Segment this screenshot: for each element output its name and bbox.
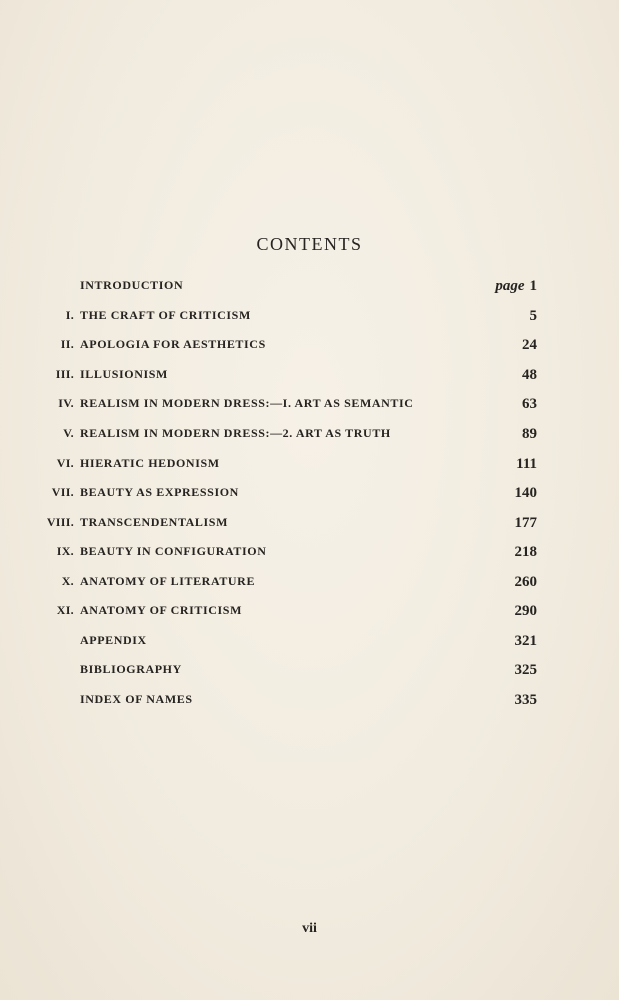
- page-prefix: page: [495, 278, 525, 294]
- entry-page: 111: [516, 456, 537, 472]
- entry-number: I.: [65, 308, 74, 322]
- entry-number: VII.: [51, 485, 74, 499]
- entry-title: TRANSCENDENTALISM: [80, 515, 229, 529]
- entry-page: 260: [514, 574, 537, 590]
- entry-number: IX.: [56, 544, 74, 558]
- entry-page: 24: [522, 337, 537, 353]
- entry-page-number: 1: [529, 278, 537, 294]
- entry-number: IV.: [58, 396, 74, 410]
- entry-number: X.: [61, 574, 74, 588]
- entry-title: BEAUTY IN CONFIGURATION: [80, 544, 267, 558]
- entry-page: 89: [522, 426, 537, 442]
- page-folio: vii: [302, 921, 317, 936]
- contents-heading: CONTENTS: [256, 234, 363, 254]
- toc-entry: [0, 367, 619, 387]
- toc-entry: [0, 633, 619, 653]
- entry-title: INDEX OF NAMES: [80, 692, 193, 706]
- entry-page: 177: [514, 515, 537, 531]
- toc-entry: [0, 662, 619, 682]
- entry-page: 290: [514, 603, 537, 619]
- toc-entry: [0, 278, 619, 298]
- entry-number: XI.: [56, 603, 74, 617]
- toc-entry: [0, 485, 619, 505]
- entry-title: ANATOMY OF LITERATURE: [80, 574, 256, 588]
- toc-entry: [0, 574, 619, 594]
- entry-title: BEAUTY AS EXPRESSION: [80, 485, 239, 499]
- entry-page: 48: [522, 367, 537, 383]
- entry-page: 5: [529, 308, 537, 324]
- entry-title: BIBLIOGRAPHY: [80, 662, 182, 676]
- entry-title: THE CRAFT OF CRITICISM: [80, 308, 251, 322]
- entry-number: III.: [55, 367, 74, 381]
- entry-title: ILLUSIONISM: [80, 367, 168, 381]
- entry-number: VI.: [56, 456, 74, 470]
- entry-title: INTRODUCTION: [80, 278, 184, 292]
- toc-entry: [0, 603, 619, 623]
- toc-entry: [0, 515, 619, 535]
- toc-entry: [0, 544, 619, 564]
- entry-page: 325: [514, 662, 537, 678]
- entry-title: HIERATIC HEDONISM: [80, 456, 220, 470]
- entry-page: 321: [514, 633, 537, 649]
- entry-title: APOLOGIA FOR AESTHETICS: [80, 337, 266, 351]
- entry-page: 63: [522, 396, 537, 412]
- entry-number: V.: [63, 426, 74, 440]
- entry-title: REALISM IN MODERN DRESS:—2. ART AS TRUTH: [80, 426, 391, 440]
- entry-page: 140: [514, 485, 537, 501]
- entry-page: 335: [514, 692, 537, 708]
- toc-entry: [0, 337, 619, 357]
- entry-page: 218: [514, 544, 537, 560]
- toc-entry: [0, 426, 619, 446]
- entry-number: VIII.: [46, 515, 74, 529]
- entry-number: II.: [60, 337, 74, 351]
- entry-title: APPENDIX: [80, 633, 147, 647]
- toc-entry: [0, 456, 619, 476]
- toc-entry: [0, 308, 619, 328]
- toc-entry: [0, 692, 619, 712]
- entry-title: REALISM IN MODERN DRESS:—I. ART AS SEMANTIC: [80, 396, 414, 410]
- toc-entry: [0, 396, 619, 416]
- entry-title: ANATOMY OF CRITICISM: [80, 603, 243, 617]
- entry-page: [495, 278, 537, 295]
